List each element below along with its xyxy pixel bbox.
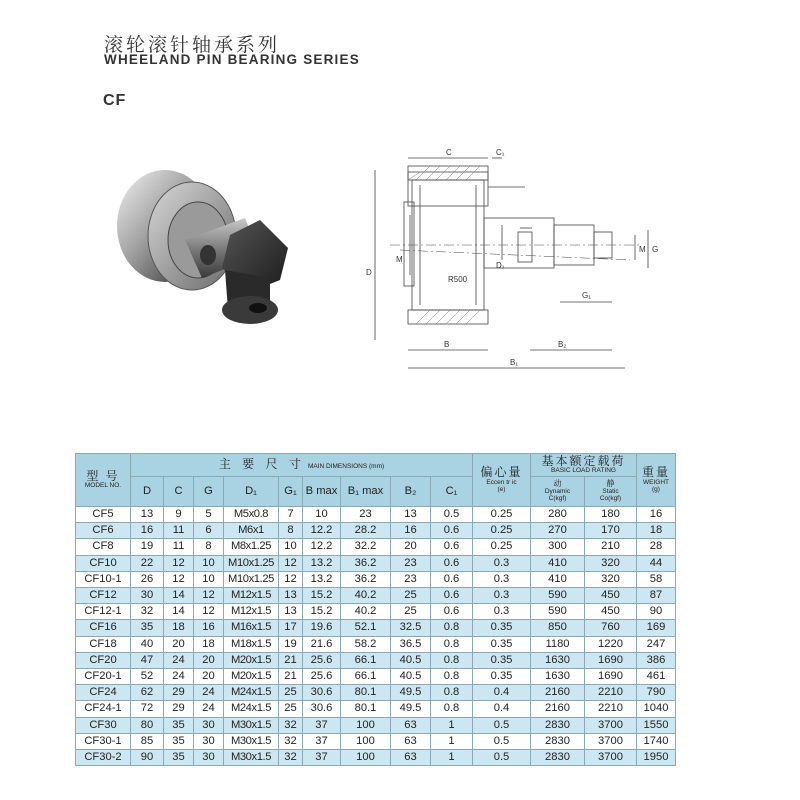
dim-label-d1: D₁ [496,261,505,270]
model-cell: CF24-1 [76,701,131,717]
table-cell: 19 [279,636,303,652]
table-cell: 21 [279,669,303,685]
table-cell: 1690 [585,652,637,668]
title-english: WHEELAND PIN BEARING SERIES [104,52,360,67]
table-cell: 13.2 [303,555,341,571]
table-cell: 2210 [585,701,637,717]
table-cell: 0.6 [431,604,473,620]
table-cell: 0.35 [473,652,531,668]
table-cell: 40.2 [341,604,391,620]
table-cell: 17 [279,620,303,636]
table-cell: 20 [194,652,224,668]
table-cell: 52.1 [341,620,391,636]
table-cell: 20 [391,539,431,555]
table-cell: 247 [637,636,676,652]
table-row [76,652,676,668]
model-cell: CF5 [76,507,131,523]
table-cell: 8 [194,539,224,555]
col-static: 静 Static Co(kgf) [585,477,637,507]
dimensions-table [75,453,676,766]
table-cell: 590 [531,588,585,604]
table-cell: 0.6 [431,588,473,604]
table-cell: 49.5 [391,685,431,701]
table-cell: 32 [279,733,303,749]
table-row [76,685,676,701]
table-cell: 7 [279,507,303,523]
table-row [76,523,676,539]
table-cell: 12 [164,555,194,571]
model-cell: CF30-2 [76,750,131,766]
table-cell: M20x1.5 [224,669,279,685]
table-cell: 0.35 [473,636,531,652]
table-cell: 37 [303,717,341,733]
table-cell: 210 [585,539,637,555]
model-cell: CF10-1 [76,571,131,587]
table-row [76,604,676,620]
table-cell: 25 [391,604,431,620]
table-cell: 0.35 [473,669,531,685]
table-cell: 410 [531,571,585,587]
table-cell: 760 [585,620,637,636]
table-cell: 18 [164,620,194,636]
table-cell: 66.1 [341,669,391,685]
table-cell: M12x1.5 [224,604,279,620]
header-model: 型 号 MODEL NO. [76,454,131,507]
table-row [76,555,676,571]
table-cell: 2830 [531,750,585,766]
dim-label-g1: G₁ [582,291,591,300]
table-cell: 16 [131,523,164,539]
table-cell: 12 [279,555,303,571]
table-cell: 22 [131,555,164,571]
model-cell: CF24 [76,685,131,701]
table-cell: 14 [164,604,194,620]
dim-label-b2: B₂ [558,340,567,349]
table-cell: 0.5 [473,717,531,733]
table-cell: 36.2 [341,571,391,587]
table-cell: 590 [531,604,585,620]
table-cell: 0.6 [431,523,473,539]
model-cell: CF6 [76,523,131,539]
table-cell: 3700 [585,717,637,733]
table-cell: 10 [303,507,341,523]
table-cell: 2210 [585,685,637,701]
table-cell: 32.5 [391,620,431,636]
table-cell: 25.6 [303,669,341,685]
model-cell: CF12-1 [76,604,131,620]
table-row [76,571,676,587]
table-cell: 58.2 [341,636,391,652]
table-cell: M10x1.25 [224,571,279,587]
table-cell: 170 [585,523,637,539]
col-c: C [164,477,194,507]
table-cell: 30 [131,588,164,604]
table-cell: 32 [279,717,303,733]
table-cell: 12 [164,571,194,587]
table-cell: 25.6 [303,652,341,668]
table-cell: 1630 [531,652,585,668]
table-cell: 28 [637,539,676,555]
table-cell: 26 [131,571,164,587]
table-row [76,620,676,636]
table-cell: 0.3 [473,588,531,604]
table-cell: 32 [279,750,303,766]
table-cell: 0.6 [431,539,473,555]
table-cell: 0.35 [473,620,531,636]
table-cell: 16 [194,620,224,636]
table-cell: 16 [637,507,676,523]
table-cell: 35 [131,620,164,636]
table-cell: M6x1 [224,523,279,539]
table-cell: 32.2 [341,539,391,555]
table-cell: 18 [637,523,676,539]
table-cell: 80 [131,717,164,733]
table-row [76,588,676,604]
table-cell: 1040 [637,701,676,717]
table-cell: M10x1.25 [224,555,279,571]
table-cell: 10 [279,539,303,555]
header-eccentric: 偏心量 Eccen tr ic (e) [473,454,531,507]
table-cell: 66.1 [341,652,391,668]
table-cell: 0.5 [473,750,531,766]
header-load-rating: 基本额定载荷 BASIC LOAD RATING [531,454,637,477]
table-cell: 36.2 [341,555,391,571]
table-cell: 100 [341,717,391,733]
table-cell: 35 [164,733,194,749]
table-cell: 1220 [585,636,637,652]
table-cell: 180 [585,507,637,523]
table-cell: 13.2 [303,571,341,587]
col-g1: G₁ [279,477,303,507]
table-cell: 0.8 [431,620,473,636]
table-cell: 29 [164,701,194,717]
table-cell: 80.1 [341,701,391,717]
model-cell: CF8 [76,539,131,555]
table-cell: 30.6 [303,701,341,717]
table-cell: 30 [194,750,224,766]
col-d: D [131,477,164,507]
table-cell: 30 [194,717,224,733]
table-cell: 11 [164,539,194,555]
dim-label-b: B [444,340,450,349]
table-cell: 10 [194,571,224,587]
table-cell: 13 [279,604,303,620]
table-cell: 1690 [585,669,637,685]
table-cell: 0.8 [431,669,473,685]
table-cell: 23 [341,507,391,523]
table-cell: 0.8 [431,636,473,652]
table-cell: 3700 [585,733,637,749]
table-cell: 280 [531,507,585,523]
table-cell: 25 [391,588,431,604]
model-cell: CF30 [76,717,131,733]
table-cell: 21.6 [303,636,341,652]
table-cell: 40 [131,636,164,652]
table-cell: 19.6 [303,620,341,636]
model-cell: CF30-1 [76,733,131,749]
table-cell: 3700 [585,750,637,766]
table-cell: 19 [131,539,164,555]
model-cell: CF12 [76,588,131,604]
table-cell: 0.8 [431,685,473,701]
table-row [76,750,676,766]
dim-label-m-right: M [639,245,646,254]
table-cell: 28.2 [341,523,391,539]
table-cell: 1740 [637,733,676,749]
table-cell: 0.3 [473,604,531,620]
table-cell: 90 [637,604,676,620]
table-row [76,636,676,652]
model-cell: CF16 [76,620,131,636]
table-cell: 23 [391,555,431,571]
table-cell: 30.6 [303,685,341,701]
col-b-max: B max [303,477,341,507]
table-cell: 58 [637,571,676,587]
col-dynamic: 动 Dynamic C(kgf) [531,477,585,507]
table-cell: 0.6 [431,571,473,587]
table-cell: 37 [303,750,341,766]
table-cell: 1180 [531,636,585,652]
table-cell: 100 [341,750,391,766]
table-cell: 63 [391,733,431,749]
table-cell: 12 [279,571,303,587]
table-cell: 11 [164,523,194,539]
table-cell: 40.2 [341,588,391,604]
table-cell: 0.8 [431,701,473,717]
table-cell: 23 [391,571,431,587]
dim-label-c: C [446,148,452,157]
table-cell: M16x1.5 [224,620,279,636]
table-cell: M18x1.5 [224,636,279,652]
table-cell: M30x1.5 [224,717,279,733]
table-cell: 270 [531,523,585,539]
table-cell: 63 [391,717,431,733]
table-cell: 20 [164,636,194,652]
table-cell: 25 [279,701,303,717]
table-cell: 2160 [531,685,585,701]
dim-label-g: G [652,245,659,254]
table-cell: 0.3 [473,555,531,571]
table-cell: 2830 [531,733,585,749]
table-cell: 2830 [531,717,585,733]
col-c1: C₁ [431,477,473,507]
model-cell: CF20-1 [76,669,131,685]
table-row [76,733,676,749]
table-cell: 63 [391,750,431,766]
table-cell: 1 [431,717,473,733]
table-row [76,507,676,523]
table-cell: 44 [637,555,676,571]
table-cell: 320 [585,555,637,571]
table-cell: 29 [164,685,194,701]
table-cell: 80.1 [341,685,391,701]
table-cell: 0.6 [431,555,473,571]
table-cell: 386 [637,652,676,668]
table-cell: 100 [341,733,391,749]
table-cell: 169 [637,620,676,636]
table-cell: M24x1.5 [224,701,279,717]
table-cell: 37 [303,733,341,749]
table-cell: 850 [531,620,585,636]
table-cell: 18 [194,636,224,652]
table-cell: M24x1.5 [224,685,279,701]
table-cell: 13 [279,588,303,604]
table-cell: 8 [279,523,303,539]
table-cell: 5 [194,507,224,523]
table-cell: 35 [164,717,194,733]
table-cell: 1 [431,733,473,749]
header-weight: 重量 WEIGHT (g) [637,454,676,507]
table-cell: 72 [131,701,164,717]
table-cell: 0.8 [431,652,473,668]
table-cell: 12.2 [303,523,341,539]
table-cell: 2160 [531,701,585,717]
table-cell: M30x1.5 [224,733,279,749]
table-cell: 85 [131,733,164,749]
table-cell: 16 [391,523,431,539]
table-cell: 14 [164,588,194,604]
table-cell: 24 [194,685,224,701]
table-cell: 24 [164,652,194,668]
table-cell: 52 [131,669,164,685]
table-cell: M12x1.5 [224,588,279,604]
table-cell: 24 [194,701,224,717]
model-cell: CF18 [76,636,131,652]
table-cell: M5x0.8 [224,507,279,523]
dim-label-c1: C₁ [496,148,505,157]
header-main-dimensions: 主 要 尺 寸 MAIN DIMENSIONS (mm) [131,454,473,477]
table-cell: M8x1.25 [224,539,279,555]
table-cell: 35 [164,750,194,766]
table-cell: 450 [585,604,637,620]
model-cell: CF10 [76,555,131,571]
table-cell: 450 [585,588,637,604]
table-cell: 62 [131,685,164,701]
table-cell: 0.3 [473,571,531,587]
table-cell: 90 [131,750,164,766]
table-cell: 0.4 [473,701,531,717]
table-cell: 1950 [637,750,676,766]
table-cell: 12.2 [303,539,341,555]
table-cell: 25 [279,685,303,701]
table-cell: 1550 [637,717,676,733]
table-cell: 0.25 [473,523,531,539]
table-cell: 49.5 [391,701,431,717]
dim-label-d: D [366,268,372,277]
table-cell: 1 [431,750,473,766]
table-cell: 40.5 [391,669,431,685]
model-cell: CF20 [76,652,131,668]
table-cell: 24 [164,669,194,685]
table-cell: 21 [279,652,303,668]
dim-label-r500: R500 [448,275,468,284]
table-cell: 30 [194,733,224,749]
bearing-photo [110,160,305,340]
table-cell: 87 [637,588,676,604]
table-cell: 40.5 [391,652,431,668]
table-row [76,717,676,733]
table-cell: 0.4 [473,685,531,701]
series-label: CF [103,92,127,109]
table-cell: 410 [531,555,585,571]
table-cell: 15.2 [303,604,341,620]
table-cell: 300 [531,539,585,555]
table-row [76,539,676,555]
table-cell: 790 [637,685,676,701]
table-cell: 10 [194,555,224,571]
table-row [76,669,676,685]
table-cell: 12 [194,604,224,620]
table-cell: 15.2 [303,588,341,604]
table-row [76,701,676,717]
col-b1-max: B₁ max [341,477,391,507]
table-cell: 12 [194,588,224,604]
table-cell: 13 [391,507,431,523]
col-g: G [194,477,224,507]
title-chinese: 滚轮滚针轴承系列 [104,34,281,56]
table-cell: 32 [131,604,164,620]
bearing-technical-drawing [360,140,670,380]
table-cell: M20x1.5 [224,652,279,668]
table-cell: 6 [194,523,224,539]
table-cell: 461 [637,669,676,685]
table-cell: M30x1.5 [224,750,279,766]
table-cell: 47 [131,652,164,668]
table-cell: 0.5 [431,507,473,523]
table-cell: 20 [194,669,224,685]
table-cell: 0.25 [473,507,531,523]
col-b2: B₂ [391,477,431,507]
table-cell: 320 [585,571,637,587]
dim-label-m: M [396,255,403,264]
table-cell: 1630 [531,669,585,685]
table-cell: 13 [131,507,164,523]
table-cell: 9 [164,507,194,523]
table-body [76,507,676,766]
dim-label-b1: B₁ [510,358,519,367]
table-cell: 36.5 [391,636,431,652]
col-d1: D₁ [224,477,279,507]
table-cell: 0.5 [473,733,531,749]
table-cell: 0.25 [473,539,531,555]
